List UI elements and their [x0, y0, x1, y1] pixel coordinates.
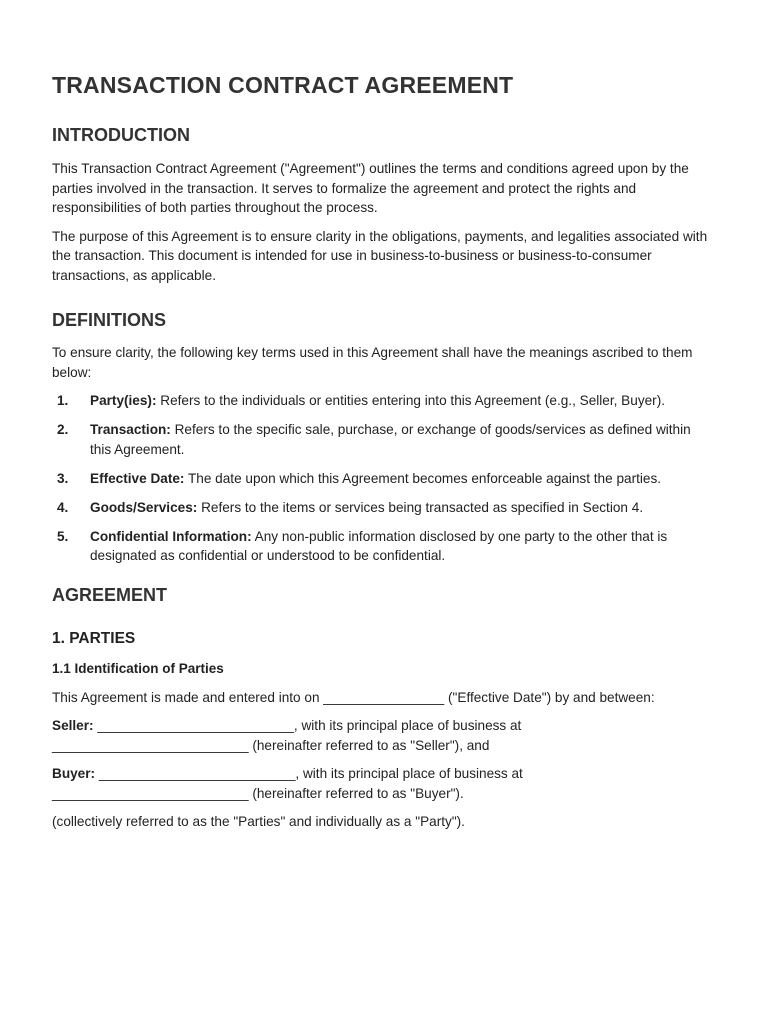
agreement-section — [52, 583, 712, 832]
buyer-label: Buyer: — [52, 766, 96, 781]
definition-term: Transaction: — [90, 422, 171, 437]
buyer-text: __________________________, with its principal place of business at __________________________ (hereinafter referred to as "Buyer"). — [52, 766, 523, 801]
parties-section — [52, 628, 712, 832]
definition-text: Refers to the specific sale, purchase, or exchange of goods/services as defined within this Agreement. — [90, 422, 691, 457]
definition-term: Party(ies): — [90, 393, 157, 408]
identification-subheading: 1.1 Identification of Parties — [52, 660, 224, 676]
definition-number: 1. — [57, 393, 69, 408]
definition-item — [52, 469, 712, 489]
definitions-intro: To ensure clarity, the following key terms used in this Agreement shall have the meanings ascribed to them below: — [52, 345, 693, 380]
definition-item — [52, 498, 712, 518]
definition-text: Refers to the individuals or entities entering into this Agreement (e.g., Seller, Buyer). — [156, 393, 666, 408]
definitions-heading: DEFINITIONS — [52, 310, 167, 330]
definition-term: Goods/Services: — [90, 499, 198, 515]
definition-term: Effective Date: — [90, 470, 185, 486]
document-page — [52, 70, 712, 832]
introduction-section — [52, 123, 712, 285]
agreement-date-paragraph: This Agreement is made and entered into on ________________ ("Effective Date") by and between: — [52, 689, 655, 705]
introduction-heading: INTRODUCTION — [52, 125, 190, 145]
introduction-paragraph-2: The purpose of this Agreement is to ensure clarity in the obligations, payments, and legalities associated with the transaction. This document is intended for use in business-to-business or business-to-consumer transactions, as applicable. — [52, 228, 708, 283]
parties-heading: 1. PARTIES — [52, 629, 136, 647]
definitions-list — [52, 391, 712, 566]
definition-number: 4. — [57, 499, 69, 515]
definition-number: 3. — [57, 470, 69, 486]
definition-term: Confidential Information: — [90, 528, 252, 544]
agreement-heading: AGREEMENT — [52, 584, 168, 605]
seller-text: __________________________, with its principal place of business at __________________________ (hereinafter referred to as "Seller"), and — [52, 718, 522, 753]
definition-item — [52, 391, 712, 411]
definition-number: 2. — [57, 422, 69, 437]
definition-item — [52, 420, 712, 459]
definition-text: The date upon which this Agreement becomes enforceable against the parties. — [184, 470, 662, 486]
seller-paragraph — [52, 716, 712, 755]
definition-text: Any non-public information disclosed by one party to the other that is designated as confidential or understood to be confidential. — [90, 528, 668, 563]
definitions-section — [52, 308, 712, 566]
buyer-paragraph — [52, 764, 712, 803]
seller-label: Seller: — [52, 718, 94, 733]
document-title: TRANSACTION CONTRACT AGREEMENT — [52, 72, 514, 98]
definition-number: 5. — [57, 528, 69, 544]
introduction-paragraph-1: This Transaction Contract Agreement ("Agreement") outlines the terms and conditions agreed upon by the parties involved in the transaction. It serves to formalize the agreement and protect the rights and responsibilities of both parties throughout the process. — [52, 161, 689, 215]
definition-text: Refers to the items or services being transacted as specified in Section 4. — [197, 499, 644, 515]
collective-paragraph: (collectively referred to as the "Parties" and individually as a "Party"). — [52, 814, 465, 829]
definition-item — [52, 527, 712, 566]
